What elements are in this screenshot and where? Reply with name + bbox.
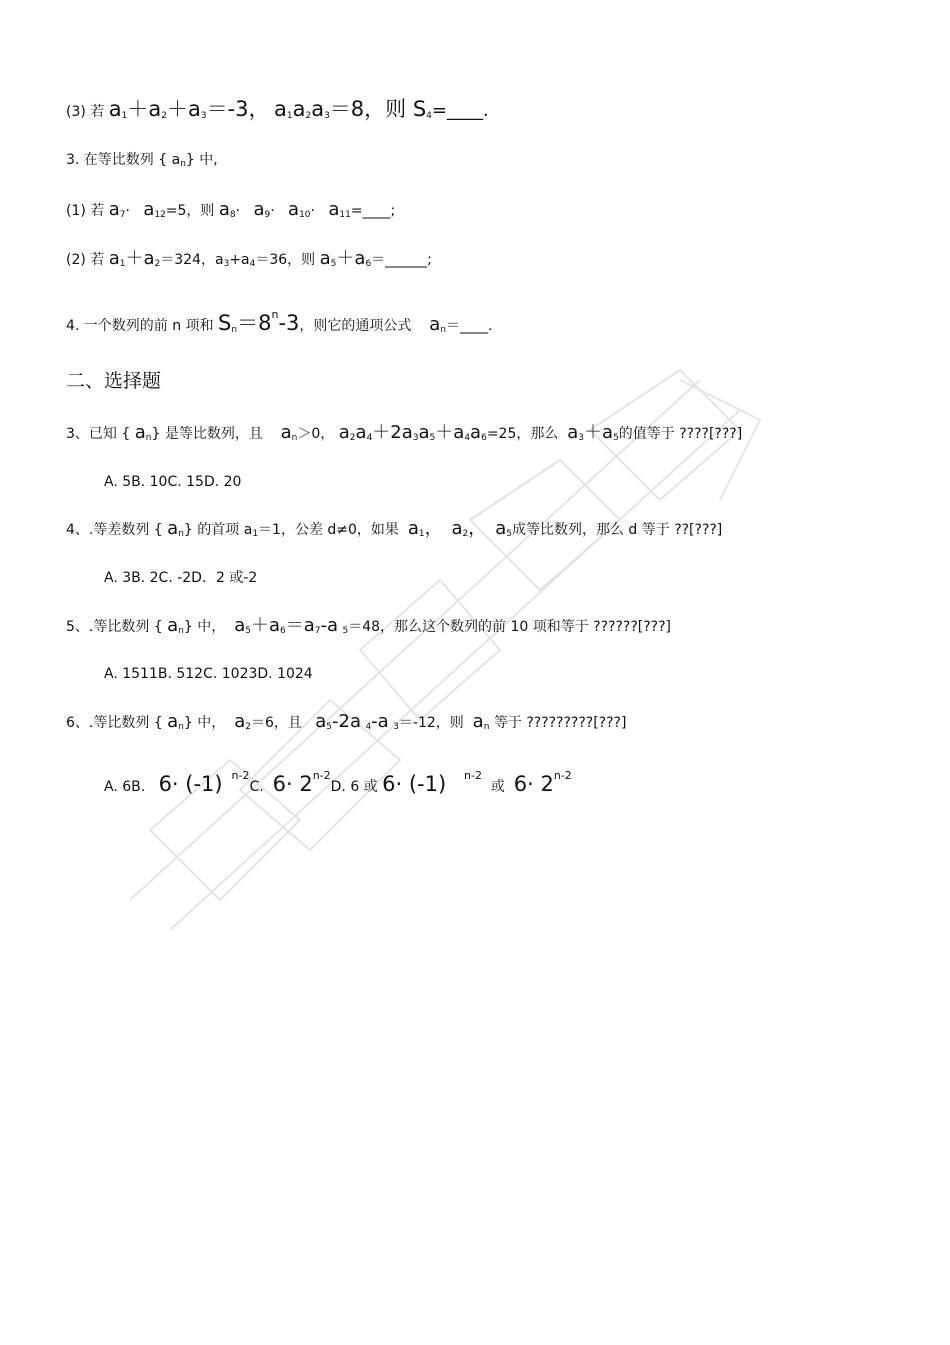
subscript: 6 — [481, 433, 487, 443]
mc-question-3 — [66, 424, 742, 443]
subscript: n — [231, 325, 238, 335]
part-prefix: (2) 若 — [66, 252, 105, 268]
subscript: n — [178, 626, 184, 636]
mc-question-3-options: A. 5B. 10C. 15D. 20 — [104, 474, 242, 490]
text: 等于 ?????????[???] — [493, 715, 627, 731]
subscript: 1 — [286, 111, 293, 121]
mc-question-6 — [66, 713, 626, 732]
header-text: 3. 在等比数列 { a — [66, 152, 181, 168]
part-prefix: (1) 若 — [66, 203, 105, 219]
subscript: 8 — [229, 210, 236, 220]
math-term: a — [280, 422, 292, 443]
math-term: a — [167, 615, 179, 636]
math-term: a — [355, 422, 367, 443]
math-term: a — [567, 422, 579, 443]
mc-question-6-options — [104, 770, 572, 795]
subscript: 1 — [121, 111, 128, 121]
math-term: a — [338, 422, 350, 443]
text: =25，那么 — [486, 426, 559, 442]
subscript: 4 — [464, 433, 471, 443]
math-term: a — [472, 711, 484, 732]
text: 6、.等比数列 { — [66, 715, 163, 731]
subscript: 9 — [264, 210, 271, 220]
answer-blank: ＝______; — [371, 252, 432, 268]
question-3-header — [66, 153, 218, 169]
option-expression: 6· 2 — [513, 772, 554, 796]
mc-question-5 — [66, 617, 671, 636]
math-term: ＝a — [285, 615, 315, 636]
math-term: ＝-3， — [206, 97, 270, 121]
subscript: 5 — [506, 529, 512, 539]
math-term: a — [234, 711, 246, 732]
math-term: a — [108, 248, 120, 269]
superscript: n-2 — [553, 769, 572, 782]
text: =5，则 — [165, 203, 215, 219]
math-term: a — [495, 518, 507, 539]
dot: · — [310, 203, 315, 219]
subscript: 2 — [462, 529, 469, 539]
math-term: ＋a — [166, 97, 201, 121]
option-expression: 6· (-1) — [382, 772, 447, 796]
superscript: n-2 — [312, 769, 331, 782]
subscript: 3 — [412, 433, 419, 443]
math-term: a — [234, 615, 246, 636]
dot: · — [125, 203, 130, 219]
option-label: A. 6B. — [104, 779, 146, 795]
math-term: a — [451, 518, 463, 539]
subscript: 5 — [330, 259, 337, 269]
math-term: a — [143, 199, 155, 220]
math-term: a — [319, 248, 331, 269]
math-term: ＝8，则 S — [329, 97, 427, 121]
math-term: a — [407, 518, 419, 539]
math-term: a — [108, 199, 120, 220]
comma: ， — [424, 518, 443, 539]
subscript: 12 — [154, 210, 166, 220]
math-term: a — [108, 97, 122, 121]
mc-question-5-options: A. 1511B. 512C. 1023D. 1024 — [104, 666, 313, 682]
text: 4、.等差数列 { — [66, 522, 163, 538]
math-term: ＋a — [336, 248, 366, 269]
subscript: n — [291, 433, 298, 443]
text: 的值等于 ????[???] — [618, 426, 743, 442]
superscript: n-2 — [464, 769, 482, 782]
subscript: 5 — [429, 433, 436, 443]
subscript: n — [178, 529, 184, 539]
option-expression: 6· (-1) — [158, 772, 223, 796]
math-term: a — [218, 199, 230, 220]
text: +a — [229, 252, 250, 268]
subscript: 2 — [349, 433, 356, 443]
dot: · — [270, 203, 275, 219]
text: ＝1，公差 d≠0，如果 — [258, 522, 399, 538]
text: 成等比数列，那么 d 等于 ??[???] — [511, 522, 723, 538]
section-title: 二、选择题 — [66, 370, 162, 392]
subscript: 5 — [326, 722, 332, 732]
subscript: 6 — [365, 259, 372, 269]
text: ＝6，且 — [250, 715, 302, 731]
subscript: 1 — [418, 529, 425, 539]
math-term: -2a — [332, 711, 361, 732]
subscript: 4 — [249, 259, 256, 269]
text: 5、.等比数列 { — [66, 619, 163, 635]
text: ，则它的通项公式 — [299, 318, 412, 334]
subscript: 2 — [245, 722, 251, 732]
subscript: n — [440, 325, 446, 335]
math-term: ＋a — [127, 97, 162, 121]
math-term: S — [218, 311, 232, 335]
header-tail: } 中, — [185, 152, 218, 168]
subscript: 1 — [119, 259, 126, 269]
subscript: 5 — [342, 626, 349, 636]
math-term: ＋a — [125, 248, 155, 269]
subscript: 7 — [119, 210, 126, 220]
subscript: 3 — [324, 111, 330, 121]
math-term: a — [311, 97, 325, 121]
math-term: ＋a — [250, 615, 280, 636]
mc-question-4-options: A. 3B. 2C. -2D．2 或-2 — [104, 570, 258, 586]
text: ＝324，a — [160, 252, 224, 268]
superscript: n-2 — [231, 769, 250, 782]
math-term: a — [253, 199, 265, 220]
subscript: 6 — [279, 626, 286, 636]
math-term: -a — [320, 615, 339, 636]
option-expression: 6· 2 — [272, 772, 313, 796]
subscript: n — [483, 722, 490, 732]
subscript: 2 — [305, 111, 312, 121]
math-term: a — [273, 97, 287, 121]
text: 4. 一个数列的前 n 项和 — [66, 318, 214, 334]
math-term: a — [470, 422, 482, 443]
subscript: 3 — [578, 433, 585, 443]
answer-blank: ＝____. — [445, 318, 493, 334]
subscript: 3 — [223, 259, 230, 269]
superscript: n — [271, 308, 279, 321]
comma: ， — [468, 518, 487, 539]
math-term: a — [288, 199, 300, 220]
math-term: ＋a — [435, 422, 465, 443]
text: ＝36，则 — [255, 252, 316, 268]
text: } 中， — [183, 619, 226, 635]
question-3-part-2 — [66, 250, 432, 269]
subscript: n — [180, 159, 186, 169]
text: ＝-12，则 — [398, 715, 464, 731]
question-3-part-3 — [66, 99, 489, 121]
answer-blank: =____. — [431, 100, 489, 121]
math-term: a — [167, 711, 179, 732]
math-term: a — [418, 422, 430, 443]
mc-question-4 — [66, 520, 722, 539]
subscript: 1 — [252, 529, 259, 539]
math-term: ＋2a — [372, 422, 413, 443]
subscript: 4 — [366, 433, 373, 443]
option-label: D. 6 或 — [330, 779, 378, 795]
math-term: a — [328, 199, 340, 220]
text: } 是等比数列，且 — [151, 426, 263, 442]
part-prefix: (3) 若 — [66, 104, 105, 120]
math-term: a — [292, 97, 306, 121]
math-term: a — [134, 422, 146, 443]
subscript: 5 — [245, 626, 251, 636]
text: ＝48，那么这个数列的前 10 项和等于 ??????[???] — [348, 619, 671, 635]
math-term: a — [429, 314, 441, 335]
subscript: 7 — [314, 626, 321, 636]
text: 或 — [490, 779, 505, 795]
subscript: 2 — [161, 111, 167, 121]
answer-blank: =____; — [350, 203, 396, 219]
subscript: 11 — [339, 210, 351, 220]
math-term: a — [167, 518, 179, 539]
subscript: 3 — [200, 111, 207, 121]
text: ＞0， — [297, 426, 335, 442]
math-term: ＝8 — [237, 311, 272, 335]
math-term: -3 — [278, 311, 300, 335]
subscript: 4 — [426, 111, 432, 121]
dot: · — [235, 203, 241, 219]
question-4 — [66, 309, 492, 335]
subscript: 3 — [393, 722, 399, 732]
math-term: a — [315, 711, 327, 732]
subscript: 2 — [154, 259, 161, 269]
text: } 中， — [183, 715, 226, 731]
math-term: ＋a — [584, 422, 614, 443]
subscript: n — [178, 722, 184, 732]
text: 3、已知 { — [66, 426, 131, 442]
question-3-part-1 — [66, 201, 395, 220]
option-label: C. — [249, 779, 264, 795]
subscript: 10 — [299, 210, 311, 220]
subscript: 5 — [613, 433, 619, 443]
math-term: -a — [371, 711, 389, 732]
text: } 的首项 a — [183, 522, 253, 538]
subscript: 4 — [365, 722, 372, 732]
subscript: n — [145, 433, 152, 443]
